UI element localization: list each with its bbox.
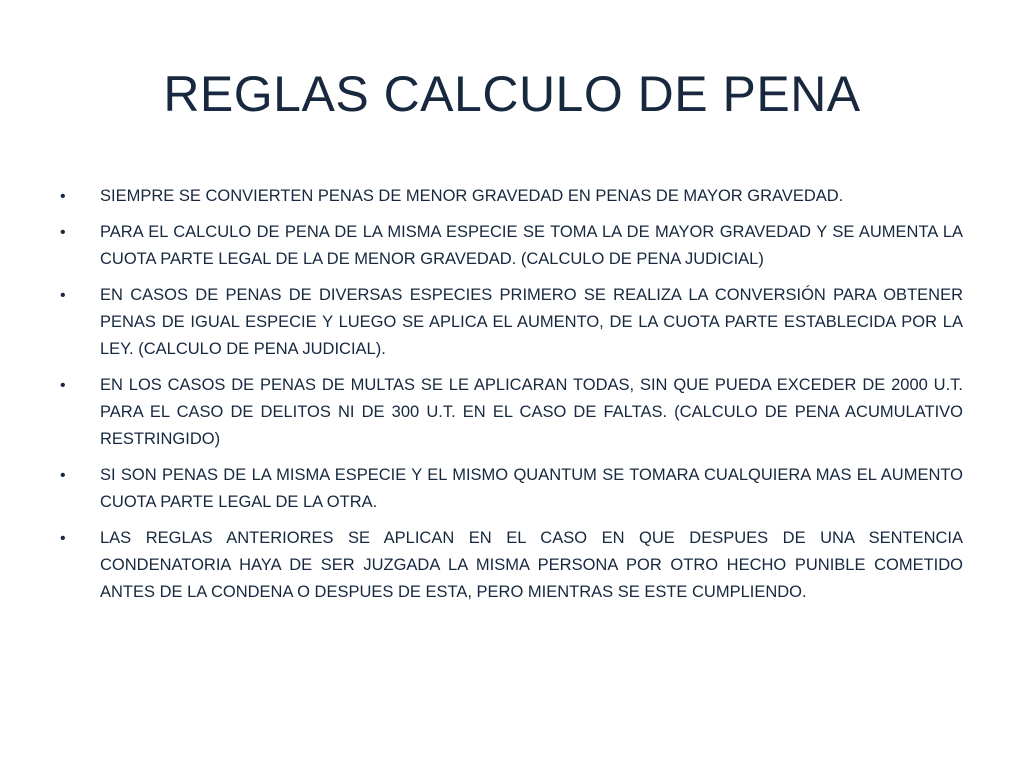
bullet-icon: • [60,377,66,394]
bullet-text: SI SON PENAS DE LA MISMA ESPECIE Y EL MISMO QUANTUM SE TOMARA CUALQUIERA MAS EL AUMENTO CUOTA PARTE LEGAL DE LA OTRA. [100,466,963,511]
bullet-icon: • [60,467,66,484]
bullet-icon: • [60,287,66,304]
bullet-icon: • [60,188,66,205]
bullet-text: LAS REGLAS ANTERIORES SE APLICAN EN EL CASO EN QUE DESPUES DE UNA SENTENCIA CONDENATORIA HAYA DE SER JUZGADA LA MISMA PERSONA POR OTRO HECHO PUNIBLE COMETIDO ANTES DE LA CONDENA O DESPUES DE ESTA, PERO MIENTRAS SE ESTE CUMPLIENDO. [100,529,963,601]
bullet-item [60,462,963,516]
bullet-text: PARA EL CALCULO DE PENA DE LA MISMA ESPECIE SE TOMA LA DE MAYOR GRAVEDAD Y SE AUMENTA LA CUOTA PARTE LEGAL DE LA DE MENOR GRAVEDAD. (CALCULO DE PENA JUDICIAL) [100,223,963,268]
bullet-list [60,183,963,615]
bullet-icon: • [60,224,66,241]
bullet-text: EN CASOS DE PENAS DE DIVERSAS ESPECIES PRIMERO SE REALIZA LA CONVERSIÓN PARA OBTENER PENAS DE IGUAL ESPECIE Y LUEGO SE APLICA EL AUMENTO, DE LA CUOTA PARTE ESTABLECIDA POR LA LEY. (CALCULO DE PENA JUDICIAL). [100,286,963,358]
bullet-item [60,183,963,210]
bullet-icon: • [60,530,66,547]
bullet-text: SIEMPRE SE CONVIERTEN PENAS DE MENOR GRAVEDAD EN PENAS DE MAYOR GRAVEDAD. [100,187,844,205]
bullet-text: EN LOS CASOS DE PENAS DE MULTAS SE LE APLICARAN TODAS, SIN QUE PUEDA EXCEDER DE 2000 U.T. PARA EL CASO DE DELITOS NI DE 300 U.T. EN EL CASO DE FALTAS. (CALCULO DE PENA ACUMULATIVO RESTRINGIDO) [100,376,963,448]
slide-title: REGLAS CALCULO DE PENA [163,66,861,122]
bullet-item [60,372,963,453]
bullet-item [60,282,963,363]
bullet-item [60,219,963,273]
bullet-item [60,525,963,606]
